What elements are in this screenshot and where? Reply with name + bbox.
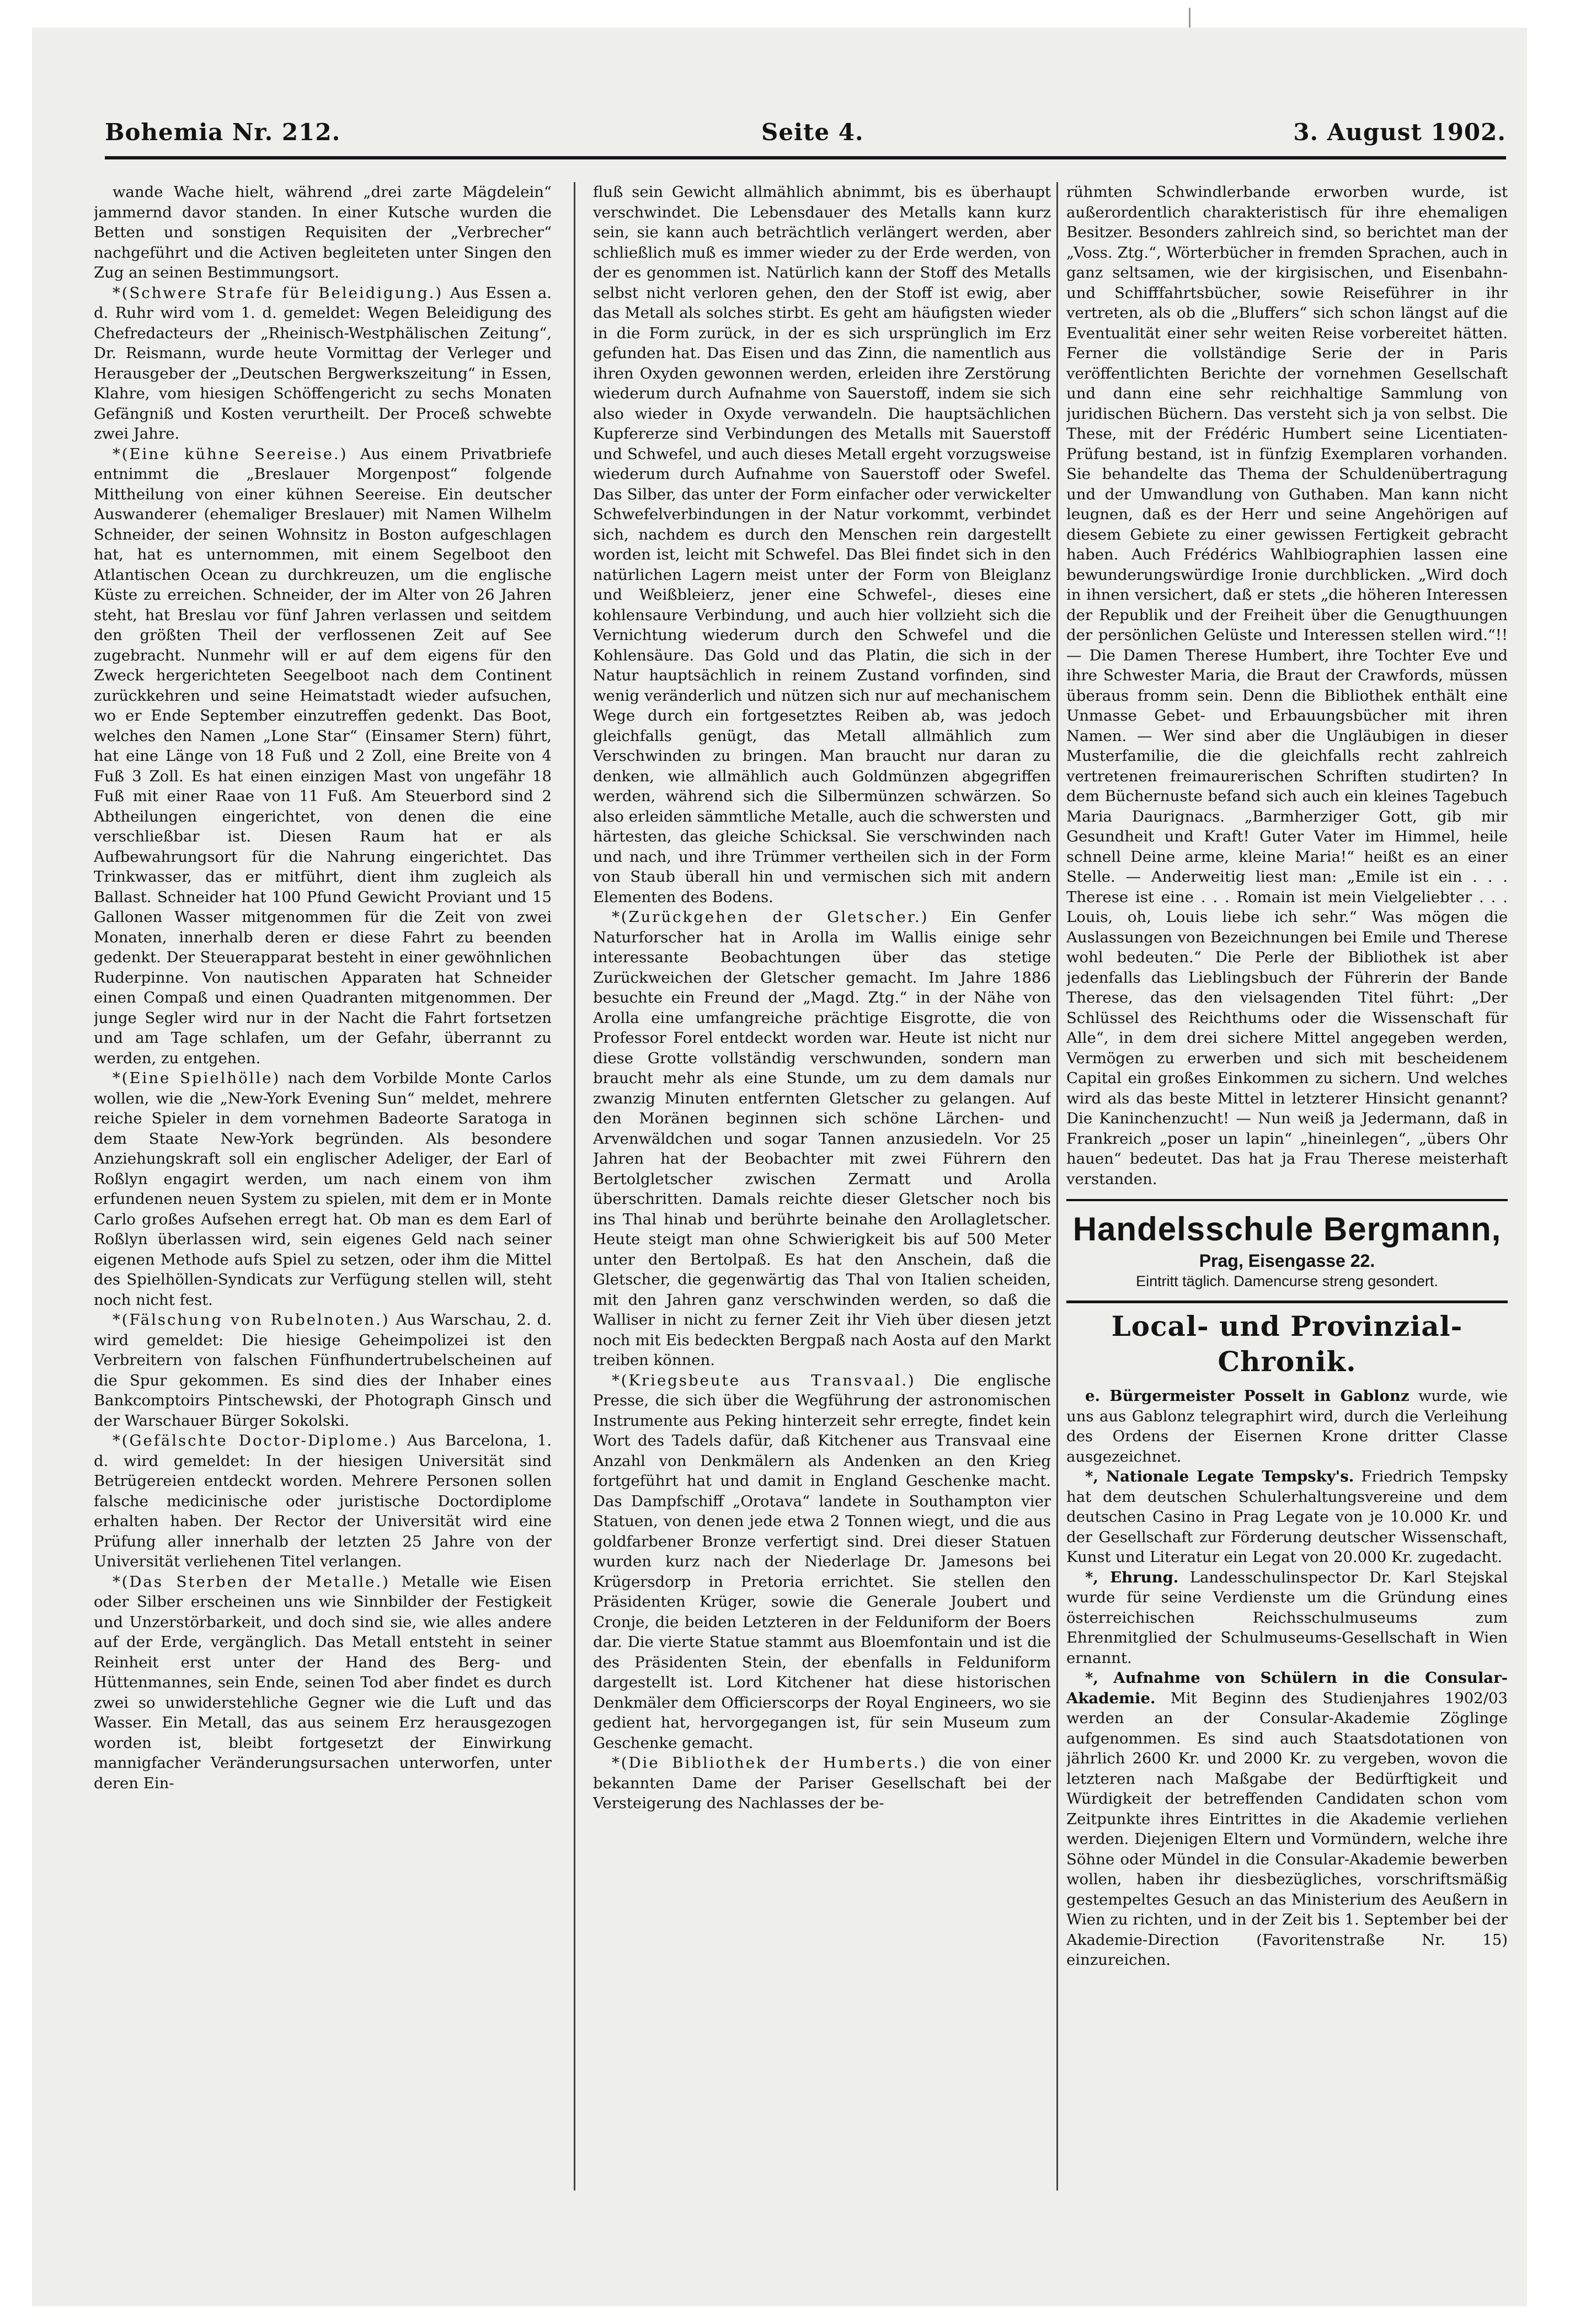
article-posselt: e. Bürgermeister Posselt in Gablonz wurde, wie uns aus Gablonz telegraphirt wird, durch die Verleihung des Ordens der Eisernen Krone dritter Classe ausgezeichnet. [1066,1387,1508,1465]
advertisement [1066,1199,1508,1303]
article-strafe: *(Schwere Strafe für Beleidigung.) Aus Essen a. d. Ruhr wird vom 1. d. gemeldet: Wegen Beleidigung des Chefredacteurs der „Rheinisch-Westphälischen Zeitung“, Dr. Reismann, wurde heute Vormittag der Verleger und Herausgeber der „Deutschen Bergwerkszeitung“ in Essen, Klahre, vom hiesigen Schöffengericht zu sechs Monaten Gefängniß und Kosten verurtheilt. Der Proceß schwebte zwei Jahre. [94,284,552,443]
article-rubric: *(Fälschung von Rubelnoten.) [113,1311,390,1329]
article-rubelnoten: *(Fälschung von Rubelnoten.) Aus Warschau, 2. d. wird gemeldet: Die hiesige Geheimpolizei ist den Verbreitern von falschen Fünfhundertrubelscheinen auf die Spur gekommen. Es sind dies der Inhaber eines Bankcomptoirs Pintschewski, der Photograph Ginsch und der Warschauer Bürger Sokolski. [94,1311,552,1430]
article-rubric: *(Eine Spielhölle) [113,1069,281,1087]
article-ehrung: *, Ehrung. Landesschulinspector Dr. Karl Stejskal wurde für seine Verdienste um die Gründung eines österreichischen Reichsschulmuseums zum Ehrenmitglied der Schulmuseums-Gesellschaft in Wien ernannt. [1066,1568,1508,1667]
column-3 [1066,182,1508,2190]
section-title: Local- und Provinzial-Chronik. [1111,1310,1463,1378]
article-rubric: *(Das Sterben der Metalle.) [113,1573,390,1591]
ad-note: Eintritt täglich. Damencurse streng gesondert. [1136,1273,1438,1289]
article-continuation: wande Wache hielt, während „drei zarte Mägdelein“ jammernd davor standen. In einer Kutsche wurden die Betten und sonstigen Requisiten der „Verbrecher“ nachgeführt und die Activen begleiteten unter Singen den Zug an seinen Bestimmungsort. [94,183,552,281]
masthead-issue: Bohemia Nr. 212. [105,119,341,146]
article-rubric: *(Zurückgehen der Gletscher.) [612,908,929,926]
ad-address: Prag, Eisengasse 22. [1199,1251,1375,1271]
article-legate: *, Nationale Legate Tempsky's. Friedrich Tempsky hat dem deutschen Schulerhaltungsvereine und dem deutschen Casino in Prag Legate von je 10.000 Kr. und der Gesellschaft zur Förderung deutscher Wissenschaft, Kunst und Literatur ein Legat von 20.000 Kr. zugedacht. [1066,1468,1508,1566]
article-spielhoelle: *(Eine Spielhölle) nach dem Vorbilde Monte Carlos wollen, wie die „New-York Evening Sun“ meldet, mehrere reiche Spieler in dem vornehmen Badeorte Saratoga in dem Staate New-York begründen. Als besondere Anziehungskraft soll ein englischer Adeliger, der Earl of Roßlyn engagirt werden, um nach einem von ihm erfundenen neuen System zu spielen, mit dem er in Monte Carlo großes Aufsehen erregt hat. Ob man es dem Earl of Roßlyn überlassen wird, sein eigenes Geld nach seiner eigenen Methode aufs Spiel zu setzen, oder ihm die Mittel des Spielhöllen-Syndicats zur Verfügung stellen will, steht noch nicht fest. [94,1069,552,1309]
column-divider [1056,182,1058,2190]
article-rubric: *, Nationale Legate Tempsky's. [1085,1468,1354,1485]
article-rubric: *, Ehrung. [1085,1568,1179,1586]
header-rule [105,156,1506,159]
article-gletscher: *(Zurückgehen der Gletscher.) Ein Genfer Naturforscher hat in Arolla im Wallis einige sehr interessante Beobachtungen über das stetige Zurückweichen der Gletscher gemacht. Im Jahre 1886 besuchte ein Freund der „Magd. Ztg.“ in der Nähe von Arolla eine umfangreiche prächtige Eisgrotte, die von Professor Forel entdeckt worden war. Heute ist nicht nur diese Grotte vollständig verschwunden, sondern man braucht mehr als eine Stunde, um zu dem damals nur zwanzig Minuten entfernten Gletscher zu gelangen. Auf den Moränen beginnen sich schöne Lärchen- und Arvenwäldchen und sogar Tannen anzusiedeln. Vor 25 Jahren hat der Beobachter mit zwei Führern den Bertolgletscher zwischen Zermatt und Arolla überschritten. Damals reichte dieser Gletscher noch bis ins Thal hinab und berührte beinahe den Arollagletscher. Heute steigt man ohne Schwierigkeit bis auf 500 Meter unter den Bertolpaß. Es hat den Anschein, daß die Gletscher, die gegenwärtig das Thal von Italien scheiden, mit den Jahren ganz verschwinden werden, so daß die Walliser in nicht zu ferner Zeit ihr Vieh über diesen jetzt noch mit Eis bedeckten Bergpaß nach Aosta auf den Markt treiben können. [593,908,1051,1369]
issue-date: 3. August 1902. [1293,119,1506,146]
page-header [105,97,1506,157]
article-rubric: *(Eine kühne Seereise.) [113,445,348,463]
article-continuation: fluß sein Gewicht allmählich abnimmt, bis es überhaupt verschwindet. Die Lebensdauer des Metalls kann kurz sein, sie kann auch beträchtlich verlängert werden, aber schließlich muß es immer wieder zu der Erde werden, von der es genommen ist. Natürlich kann der Stoff des Metalls selbst nicht verloren gehen, den der Stoff ist ewig, aber das Metall als solches stirbt. Es geht am häufigsten wieder in die Form zurück, in der es sich ursprünglich im Erz gefunden hat. Das Eisen und das Zinn, die namentlich aus ihren Oxyden gewonnen werden, erleiden ihre Zerstörung wiederum durch Aufnahme von Sauerstoff, indem sie sich also wieder in Oxyde verwandeln. Die hauptsächlichen Kupfererze sind Verbindungen des Metalls mit Sauerstoff und Schwefel, und auch dieses Metall ergeht vorzugsweise wiederum durch Aufnahme von Sauerstoff oder Swefel. Das Silber, das unter der Form einfacher oder verwickelter Schwefelverbindungen in der Natur vorkommt, verbindet sich, nachdem es durch den Menschen rein dargestellt worden ist, leicht mit Schwefel. Das Blei findet sich in den natürlichen Lagern meist unter der Form von Bleiglanz und Weißbleierz, jener eine Schwefel-, dieses eine kohlensaure Verbindung, und auch hier vollzieht sich die Vernichtung wiederum durch den Schwefel und die Kohlensäure. Das Gold und das Platin, die sich in der Natur hauptsächlich in reinem Zustand vorfinden, sind wenig veränderlich und nützen sich nur auf mechanischem Wege durch ein fortgesetztes Reiben ab, was jedoch gleichfalls genügt, das Metall allmählich zum Verschwinden zu bringen. Man braucht nur daran zu denken, wie allmählich auch Goldmünzen abgegriffen werden, während sich die Silbermünzen schwärzen. So also erleiden sämmtliche Metalle, auch die schwersten und härtesten, das gleiche Schicksal. Sie verschwinden nach und nach, und ihre Trümmer vertheilen sich in der Form von Staub überall hin und vermischen sich mit andern Elementen des Bodens. [593,183,1051,906]
article-transvaal: *(Kriegsbeute aus Transvaal.) Die englische Presse, die sich über die Wegführung der astronomischen Instrumente aus Peking hinterzeit sehr erregte, findet kein Wort des Tadels dafür, daß Kitchener aus Transvaal eine Anzahl von Denkmälern als Andenken an den Krieg fortgeführt hat und damit in England Geschenke macht. Das Dampfschiff „Orotava“ landete in Southampton vier Statuen, von denen jede etwa 2 Tonnen wiegt, und die aus goldfarbener Bronze verfertigt sind. Drei dieser Statuen wurden kurz nach der Niederlage Dr. Jamesons bei Krügersdorp in Pretoria errichtet. Sie stellen den Präsidenten Krüger, sowie die Generale Joubert und Cronje, die beiden Letzteren in der Felduniform der Boers dar. Die vierte Statue stammt aus Bloemfontain und ist die des Präsidenten Stein, der ebenfalls in Felduniform dargestellt ist. Lord Kitchener hat diese historischen Denkmäler dem Officierscorps der Royal Engineers, wo sie gedient hat, hervorgegangen ist, für sein Museum zum Geschenke gemacht. [593,1371,1051,1752]
article-metalle: *(Das Sterben der Metalle.) Metalle wie Eisen oder Silber erscheinen uns wie Sinnbilder der Festigkeit und Unzerstörbarkeit, und doch sind sie, wie alles andere auf der Erde, vergänglich. Das Metall entsteht in seiner Reinheit erst unter der Hand des Berg- und Hüttenmannes, sein Ende, seinen Tod aber findet es durch zwei so unwiderstehliche Gegner wie die Luft und das Wasser. Ein Metall, das aus seinem Erz herausgezogen worden ist, bleibt fortgesetzt der Einwirkung mannigfacher Veränderungsursachen unterworfen, unter deren Ein- [94,1573,552,1792]
column-divider [574,182,575,2190]
column-1 [94,182,552,2190]
article-diplome: *(Gefälschte Doctor-Diplome.) Aus Barcelona, 1. d. wird gemeldet: In der hiesigen Universität sind Betrügereien entdeckt worden. Mehrere Personen sollen falsche medicinische oder juristische Doctordiplome erhalten haben. Der Rector der Universität wird eine Prüfung aller innerhalb der letzten 25 Jahre von der Universität verliehenen Titel verlangen. [94,1432,552,1570]
column-2 [593,182,1051,2190]
article-rubric: e. Bürgermeister Posselt in Gablonz [1085,1387,1410,1405]
article-consular: *, Aufnahme von Schülern in die Consular-Akademie. Mit Beginn des Studienjahres 1902/03 werden an der Consular-Akademie Zöglinge aufgenommen. Es sind auch Staatsdotationen von jährlich 2600 Kr. und 2000 Kr. zu vergeben, wovon die letzteren nach Maßgabe der Bedürftigkeit und Würdigkeit der betreffenden Candidaten schon vom Zeitpunkte ihres Eintrittes in die Akademie verliehen werden. Diejenigen Eltern und Vormündern, welche ihre Söhne oder Mündel in die Consular-Akademie bewerben wollen, haben ihr diesbezügliches, vorschriftsmäßig gestempeltes Gesuch an das Ministerium des Aeußern in Wien zu richten, und in der Zeit bis 1. September bei der Akademie-Direction (Favoritenstraße Nr. 15) einzureichen. [1066,1669,1508,1969]
page-number: Seite 4. [761,119,864,146]
article-seereise: *(Eine kühne Seereise.) Aus einem Privatbriefe entnimmt die „Breslauer Morgenpost“ folgende Mittheilung von einer kühnen Seereise. Ein deutscher Auswanderer (ehemaliger Breslauer) mit Namen Wilhelm Schneider, der seinen Wohnsitz in Boston aufgeschlagen hat, hat es unternommen, mit einem Segelboot den Atlantischen Ocean zu durchkreuzen, um die englische Küste zu erreichen. Schneider, der im Alter von 26 Jahren steht, hat Breslau vor fünf Jahren verlassen und seitdem den größten Theil der verflossenen Zeit auf See zugebracht. Nunmehr will er auf dem eigens für den Zweck hergerichteten Seegelboot nach dem Continent zurückkehren und seine Heimatstadt wieder aufsuchen, wo er Ende September einzutreffen gedenkt. Das Boot, welches den Namen „Lone Star“ (Einsamer Stern) führt, hat eine Länge von 18 Fuß und 2 Zoll, eine Breite von 4 Fuß 3 Zoll. Es hat einen einzigen Mast von ungefähr 18 Fuß mit einer Raae von 11 Fuß. Am Steuerbord sind 2 Abtheilungen eingerichtet, von denen die eine verschließbar ist. Diesen Raum hat er als Aufbewahrungsort für die Nahrung eingerichtet. Das Trinkwasser, das er mitführt, dient ihm zugleich als Ballast. Schneider hat 100 Pfund Gewicht Proviant und 15 Gallonen Wasser mitgenommen für die Zeit von zwei Monaten, innerhalb deren er diese Fahrt zu beenden gedenkt. Der Steuerapparat besteht in einer gewöhnlichen Ruderpinne. Von nautischen Apparaten hat Schneider einen Compaß und einen Quadranten mitgenommen. Der junge Segler wird nur in der Nacht die Fahrt fortsetzen und am Tage schlafen, um der Gefahr, überrannt zu werden, zu entgehen. [94,445,552,1067]
scan-margin-mark [1189,8,1190,30]
article-continuation: rühmten Schwindlerbande erworben wurde, ist außerordentlich charakteristisch für ihre ehemaligen Besitzer. Besonders zahlreich sind, so berichtet man der „Voss. Ztg.“, Wörterbücher in fremden Sprachen, auch in ganz seltsamen, wie der kirgisischen, und Eisenbahn- und Schifffahrtsbücher, sowie Reiseführer in ihr vertreten, als ob die „Bluffers“ sich schon längst auf die Eventualität einer sehr weiten Reise vorbereitet hätten. Ferner die vollständige Serie der in Paris veröffentlichten Berichte der vornehmen Gesellschaft und dann eine sehr reichhaltige Sammlung von juridischen Büchern. Das versteht sich ja von selbst. Die These, mit der Frédéric Humbert seine Licentiaten-Prüfung bestand, ist in fünfzig Exemplaren vorhanden. Sie behandelte das Thema der Schuldenübertragung und der Umwandlung von Guthaben. Man kann nicht leugnen, daß es der Herr und seine Angehörigen auf diesem Gebiete zu einer gewissen Fertigkeit gebracht haben. Auch Frédérics Wahlbiographien lassen eine bewunderungswürdige Ironie durchblicken. „Wird doch in ihnen versichert, daß er stets „die höheren Interessen der Republik und der Freiheit über die Genugthuungen der persönlichen Gelüste und Interessen stellen wird.“!! — Die Damen Therese Humbert, ihre Tochter Eve und ihre Schwester Maria, die Braut der Crawfords, müssen überaus fromm sein. Denn die Bibliothek enthält eine Unmasse Gebet- und Erbauungsbücher mit ihren Namen. — Wer sind aber die Ungläubigen in dieser Musterfamilie, die die gleichfalls recht zahlreich vertretenen freimaurerischen Schriften studirten? In dem Büchernuste befand sich auch ein kleines Tagebuch Maria Daurignacs. „Barmherziger Gott, gib mir Gesundheit und Kraft! Guter Vater im Himmel, heile schnell Deine arme, kleine Maria!“ heißt es an einer Stelle. — Anderweitig liest man: „Emile ist ein . . . Therese ist eine . . . Romain ist mein Vielgeliebter . . . Louis, oh, Louis liebe ich sehr.“ Was mögen die Auslassungen von Bezeichnungen bei Emile und Therese wohl bedeuten.“ Die Perle der Bibliothek ist aber jedenfalls das Lieblingsbuch der Führerin der Bande Therese, das den vielsagenden Titel führt: „Der Schlüssel des Reichthums oder die Wissenschaft für Alle“, in dem drei sichere Mittel angegeben werden, Vermögen zu erwerben und sich mit bescheidenem Capital ein großes Einkommen zu sichern. Und welches wird als das beste Mittel in letzterer Hinsicht genannt? Die Kaninchenzucht! — Nun weiß ja Jedermann, daß in Frankreich „poser un lapin“ „hineinlegen“, „übers Ohr hauen“ bedeutet. Das hat ja Frau Therese meisterhaft verstanden. [1066,183,1508,1188]
article-rubric: *(Die Bibliothek der Humberts.) [612,1754,928,1772]
ad-title: Handelsschule Bergmann, [1072,1211,1502,1248]
article-rubric: *(Schwere Strafe für Beleidigung.) [113,284,444,302]
article-rubric: *, Aufnahme von Schülern in die Consular-Akademie. [1066,1669,1508,1707]
article-rubric: *(Gefälschte Doctor-Diplome.) [113,1432,398,1449]
article-bibliothek: *(Die Bibliothek der Humberts.) die von einer bekannten Dame der Pariser Gesellschaft bei der Versteigerung des Nachlasses der be- [593,1754,1051,1812]
article-rubric: *(Kriegsbeute aus Transvaal.) [612,1371,916,1389]
